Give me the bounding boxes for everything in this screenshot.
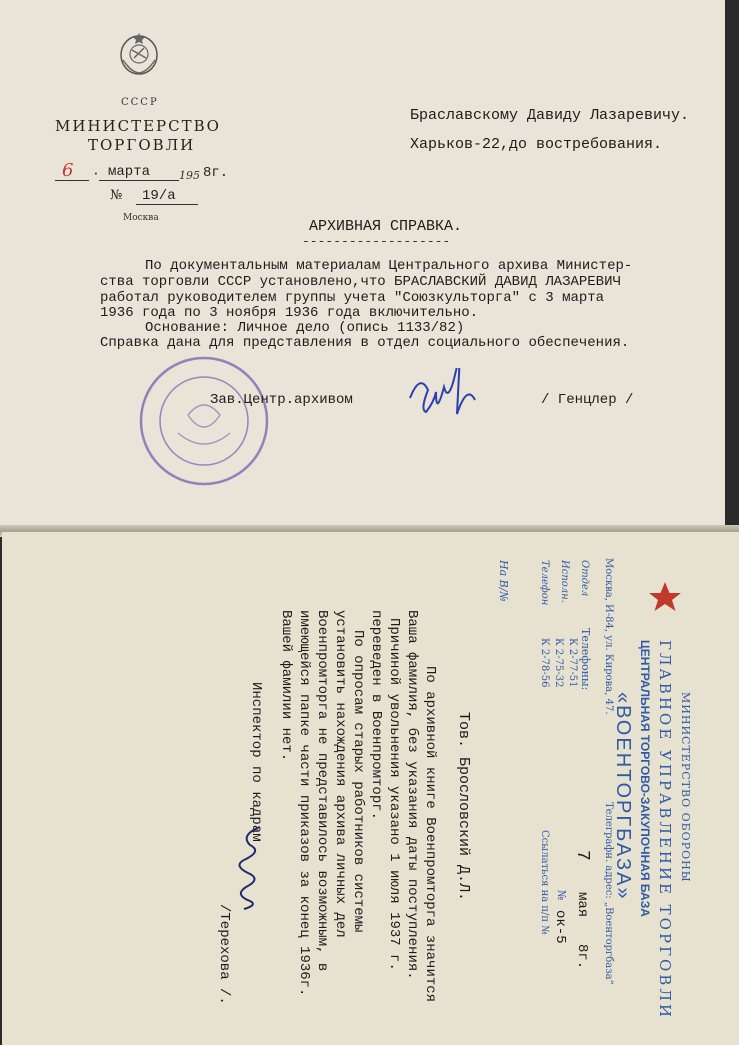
ministry-of-defence: МИНИСТЕРСТВО ОБОРОНЫ — [679, 692, 692, 883]
brand-name: «ВОЕНТОРГБАЗА» — [612, 692, 634, 901]
phone-label: Телефон — [539, 560, 550, 606]
in-reply-label: На В/№ — [497, 560, 510, 602]
date-year-suffix: 8г. — [203, 165, 229, 181]
letter-body-line-3: Причиной увольнения указано 1 июля 1937 г. — [386, 618, 402, 971]
letter-number-label: № — [555, 890, 568, 901]
central-base: ЦЕНТРАЛЬНАЯ ТОРГОВО-ЗАКУПОЧНАЯ БАЗА — [638, 640, 652, 917]
phone-2: К 2-75-32 — [553, 638, 564, 688]
main-directorate: ГЛАВНОЕ УПРАВЛЕНИЕ ТОРГОВЛИ — [656, 640, 674, 1020]
date-day: 6 — [62, 160, 74, 181]
letter-number: ок-5 — [552, 910, 568, 944]
letter-body-line-6: установить нахождения архива личных дел — [332, 610, 348, 938]
department-label: Отдел — [579, 560, 590, 597]
reply-reference-label: Ссылаться на п/п № — [539, 830, 550, 935]
red-star-icon — [647, 580, 683, 616]
body-line-3: работал руководителем группы учета "Союзкульторга" с 3 марта — [100, 290, 605, 306]
phone-3: К 2-78-56 — [539, 638, 550, 688]
archive-certificate-sheet: СССР МИНИСТЕРСТВО ТОРГОВЛИ 6 · марта 195 8г. № 19/а Москва Браславскому Давиду Лазаревичу. Харьков-22,до востребования. АРХИВНАЯ СПРАВКА. ------------------- По документальным материалам Центрального архива Министер- ства торговли СССР установлено,что БРАСЛАВСКИЙ ДАВИД ЛАЗАРЕВИЧ работал руководителем группы учета "Союзкульторга" с 3 марта 1936 года по 3 ноября 1936 года включительно. Основание: Личное дело (опись 1133/82) Справка дана для представления в отдел социального обеспечения. Зав.Центр.архивом / Генцлер / — [0, 0, 725, 532]
body-line-1: По документальным материалам Центрального архива Министер- — [145, 258, 633, 274]
letter-body-line-4: переведен в Военпромторг. — [368, 610, 384, 821]
letter-signature-scribble-icon — [220, 822, 268, 912]
addressee-name: Браславскому Давиду Лазаревичу. — [410, 107, 690, 124]
executor-label: Исполн. — [559, 560, 570, 603]
letter-body-line-2: Ваша фамилия, без указания даты поступления. — [404, 610, 420, 980]
ministry-name-2: ТОРГОВЛИ — [88, 136, 196, 154]
signature-scribble-icon — [400, 368, 480, 440]
body-line-2: ства торговли СССР установлено,что БРАСЛАВСКИЙ ДАВИД ЛАЗАРЕВИЧ — [100, 274, 621, 290]
signature-role: Зав.Центр.архивом — [210, 392, 353, 408]
body-line-4: 1936 года по 3 ноября 1936 года включительно. — [100, 305, 479, 321]
phone-1: К 2-77-51 — [567, 638, 578, 688]
letter-body-line-5: По опросам старых работников системы — [350, 630, 366, 933]
letter-signature-role: Инспектор по кадрам — [248, 682, 264, 842]
ussr-emblem-icon — [118, 30, 160, 76]
phones-label: Телефоны: — [579, 628, 592, 691]
city-label: Москва — [123, 213, 159, 223]
date-month-line — [99, 180, 179, 181]
body-line-5: Основание: Личное дело (опись 1133/82) — [145, 320, 465, 336]
date-month: марта — [108, 164, 151, 180]
letter-body-line-8: имеющейся папке части приказов за конец 1936г. — [296, 610, 312, 997]
letter-signature-name: /Терехова /. — [216, 904, 232, 1005]
letter-date-year: 8г. — [574, 944, 590, 970]
office-address: Москва, И-84, ул. Кирова, 47. — [603, 558, 614, 715]
addressee-address: Харьков-22,до востребования. — [410, 136, 663, 153]
letter-date-day: 7 — [572, 850, 592, 861]
title-underline: ------------------- — [302, 234, 451, 249]
telegraph-address: Телеграфн. адрес: „Военторгбаза“ — [603, 802, 614, 985]
letter-date-month: мая — [574, 892, 590, 918]
voentorg-letter-sheet — [2, 532, 739, 1045]
letter-body-line-9: Вашей фамилии нет. — [278, 610, 294, 762]
body-line-6: Справка дана для представления в отдел социального обеспечения. — [100, 335, 630, 351]
number-line — [136, 204, 198, 205]
ussr-label: СССР — [121, 97, 159, 108]
archive-stamp-icon — [138, 355, 270, 487]
letter-body-line-7: Военпромторга не представилось возможным, в — [314, 610, 330, 972]
signature-name: / Генцлер / — [541, 392, 634, 408]
document-title: АРХИВНАЯ СПРАВКА. — [309, 218, 463, 235]
number-label: № — [110, 188, 123, 203]
letter-body-line-1: По архивной книге Военпромторга значится — [422, 666, 438, 1003]
date-year-prefix: 195 — [179, 169, 200, 182]
number-value: 19/а — [142, 188, 176, 204]
ministry-name: МИНИСТЕРСТВО — [55, 117, 221, 135]
letter-addressee: Тов. Брословский Д.Л. — [455, 712, 472, 902]
